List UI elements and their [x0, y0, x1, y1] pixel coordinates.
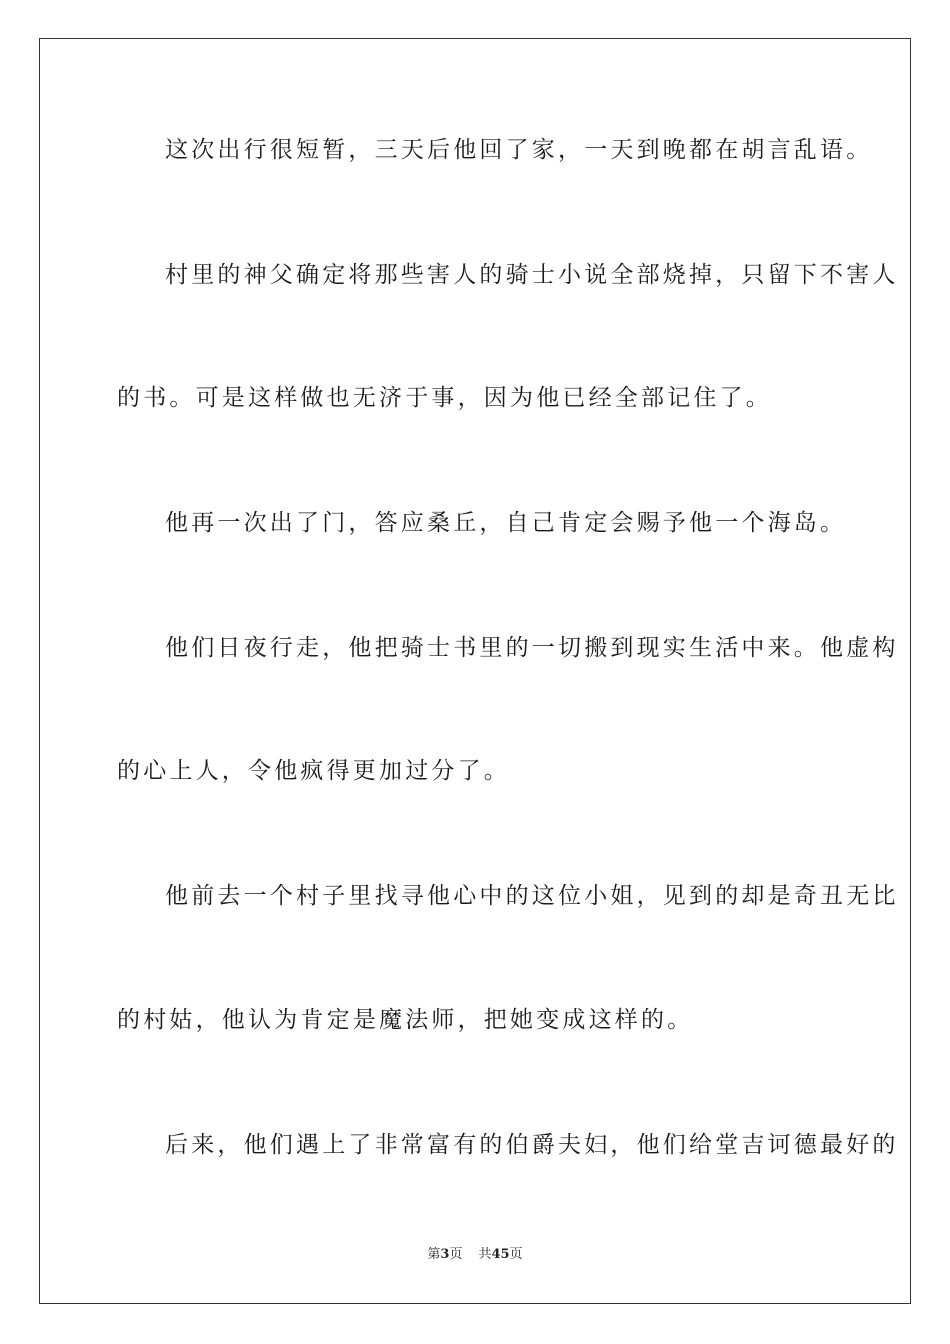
footer-total-prefix: 共 — [478, 1247, 492, 1262]
footer-prefix: 第 — [427, 1247, 441, 1262]
paragraph-2-line-1: 村里的神父确定将那些害人的骑士小说全部烧掉，只留下不害人 — [165, 262, 899, 288]
paragraph-5-line-2: 的村姑，他认为肯定是魔法师，把她变成这样的。 — [117, 1007, 694, 1033]
paragraph-4-line-1: 他们日夜行走，他把骑士书里的一切搬到现实生活中来。他虚构 — [165, 635, 899, 661]
footer-total-suffix: 页 — [509, 1247, 523, 1262]
paragraph-2-line-2: 的书。可是这样做也无济于事，因为他已经全部记住了。 — [117, 385, 772, 411]
current-page-number: 3 — [440, 1247, 450, 1262]
paragraph-6-line-1: 后来，他们遇上了非常富有的伯爵夫妇，他们给堂吉诃德最好的 — [165, 1132, 899, 1158]
total-pages-number: 45 — [491, 1247, 510, 1262]
paragraph-3-line-1: 他再一次出了门，答应桑丘，自己肯定会赐予他一个海岛。 — [165, 510, 847, 536]
paragraph-4-line-2: 的心上人，令他疯得更加过分了。 — [117, 758, 510, 784]
page-frame — [39, 38, 911, 1304]
page-footer — [0, 1246, 950, 1264]
paragraph-5-line-1: 他前去一个村子里找寻他心中的这位小姐，见到的却是奇丑无比 — [165, 883, 899, 909]
paragraph-1-line-1: 这次出行很短暂，三天后他回了家，一天到晚都在胡言乱语。 — [165, 137, 873, 163]
footer-page-suffix: 页 — [449, 1247, 463, 1262]
